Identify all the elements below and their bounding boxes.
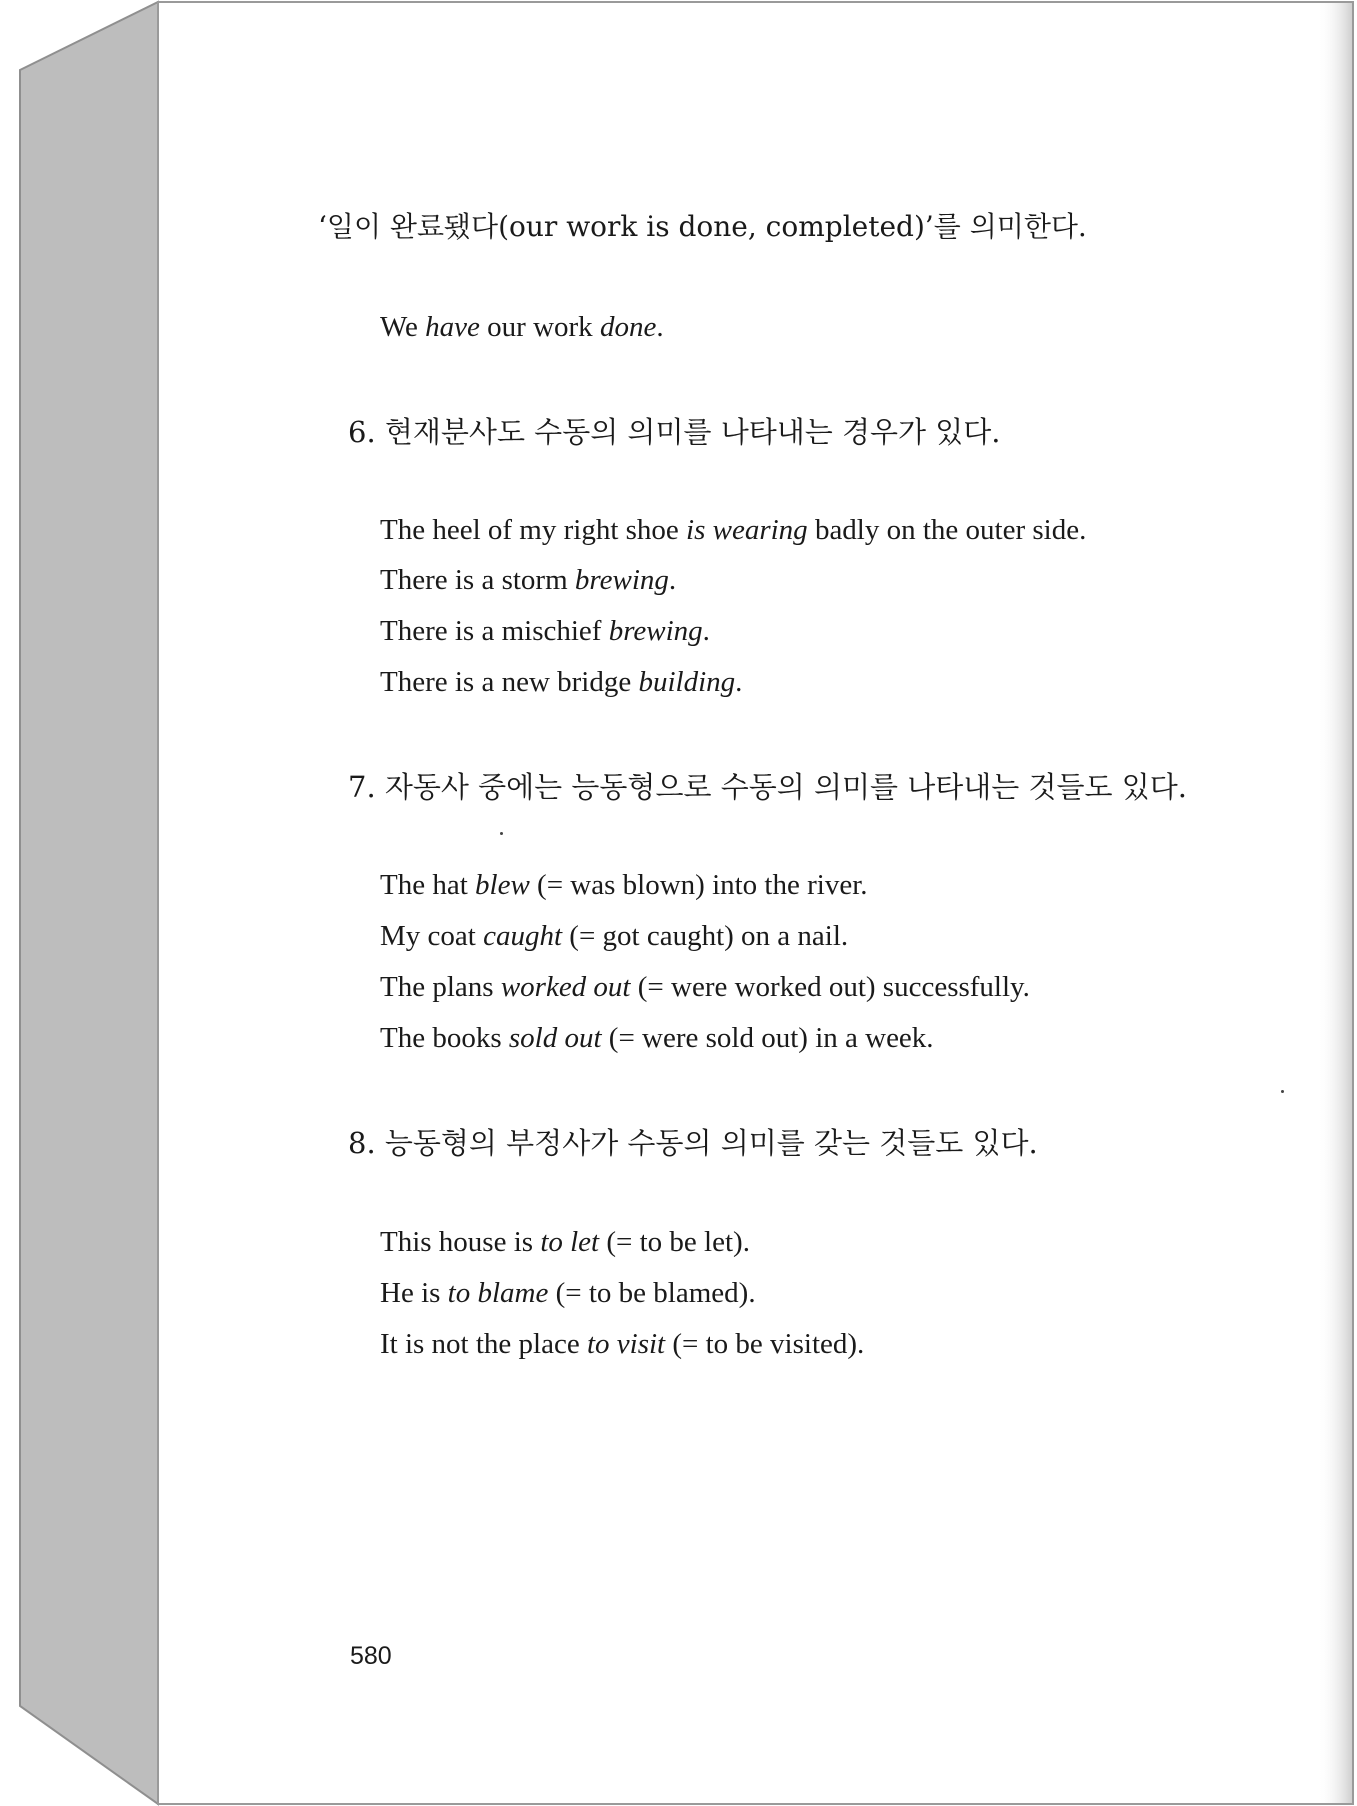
example-line: He is to blame (= to be blamed). [380, 1277, 756, 1309]
scan-speck [1281, 1090, 1284, 1093]
example-line: There is a mischief brewing. [380, 615, 710, 647]
scan-speck [500, 832, 503, 835]
example-line: There is a new bridge building. [380, 666, 743, 698]
section-heading-6: 6. 현재분사도 수동의 의미를 나타내는 경우가 있다. [348, 415, 1001, 449]
section-heading-8: 8. 능동형의 부정사가 수동의 의미를 갖는 것들도 있다. [348, 1126, 1038, 1160]
example-line: The hat blew (= was blown) into the river. [380, 869, 868, 901]
intro-example: We have our work done. [380, 311, 664, 343]
example-line: The heel of my right shoe is wearing badly on the outer side. [380, 514, 1087, 546]
example-line: The plans worked out (= were worked out) successfully. [380, 971, 1030, 1003]
example-line: It is not the place to visit (= to be visited). [380, 1328, 865, 1360]
intro-line: ‘일이 완료됐다(our work is done, completed)’를 의미한다. [318, 210, 1087, 243]
example-line: My coat caught (= got caught) on a nail. [380, 920, 849, 952]
example-line: The books sold out (= were sold out) in a week. [380, 1022, 934, 1054]
page-number: 580 [350, 1642, 392, 1670]
example-line: This house is to let (= to be let). [380, 1226, 750, 1258]
section-heading-7: 7. 자동사 중에는 능동형으로 수동의 의미를 나타내는 것들도 있다. [348, 770, 1187, 804]
example-line: There is a storm brewing. [380, 564, 677, 596]
